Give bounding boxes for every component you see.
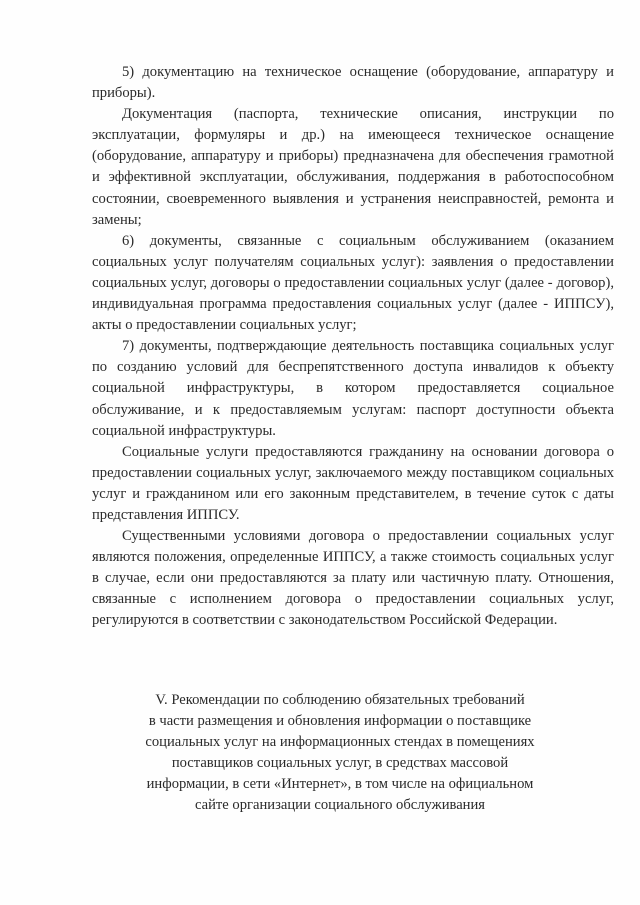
paragraph-service-contract: Социальные услуги предоставляются гражданину на основании договора о предоставлении социальных услуг, заключаемого между поставщиком социальных услуг и гражданином или его законным представителем, в течение суток с даты представления ИППСУ.: [92, 443, 614, 523]
heading-line: поставщиков социальных услуг, в средствах массовой: [171, 755, 509, 772]
paragraph-item-5-documentation: 5) документацию на техническое оснащение (оборудование, аппаратуру и приборы).: [92, 64, 614, 102]
heading-line: информации, в сети «Интернет», в том числе на официальном: [146, 776, 534, 793]
heading-line: социальных услуг на информационных стендах в помещениях: [145, 734, 535, 751]
heading-line: в части размещения и обновления информации о поставщике: [148, 713, 532, 730]
paragraph-contract-conditions: Существенными условиями договора о предоставлении социальных услуг являются положения, определенные ИППСУ, а также стоимость социальных услуг в случае, если они предоставляются за плату или частичную плату. Отношения, связанные с исполнением договора о предоставлении социальных услуг, регулируются в соответствии с законодательством Российской Федерации.: [92, 528, 614, 629]
body-text: [92, 62, 614, 632]
paragraph-item-7-accessibility-docs: 7) документы, подтверждающие деятельность поставщика социальных услуг по созданию условий для беспрепятственного доступа инвалидов к объекту социальной инфраструктуры, в котором предоставляется социальное обслуживание, и к предоставляемым услугам: паспорт доступности объекта социальной инфраструктуры.: [92, 338, 614, 439]
paragraph-item-6-social-service-docs: 6) документы, связанные с социальным обслуживанием (оказанием социальных услуг получателям социальных услуг): заявления о предоставлении социальных услуг, договоры о предоставлении социальных услуг (далее - договор), индивидуальная программа предоставления социальных услуг (далее - ИППСУ), акты о предоставлении социальных услуг;: [92, 232, 614, 334]
paragraph-documentation-purpose: Документация (паспорта, технические описания, инструкции по эксплуатации, формуляры и др.) на имеющееся техническое оснащение (оборудование, аппаратуру и приборы) предназначена для обеспечения грамотной и эффективной эксплуатации, обслуживания, поддержания в работоспособном состоянии, своевременного выявления и устранения неисправностей, ремонта и замены;: [92, 106, 614, 228]
heading-line: V. Рекомендации по соблюдению обязательных требований: [155, 692, 525, 708]
heading-line: сайте организации социального обслуживания: [194, 797, 486, 814]
section-heading: [120, 690, 560, 817]
